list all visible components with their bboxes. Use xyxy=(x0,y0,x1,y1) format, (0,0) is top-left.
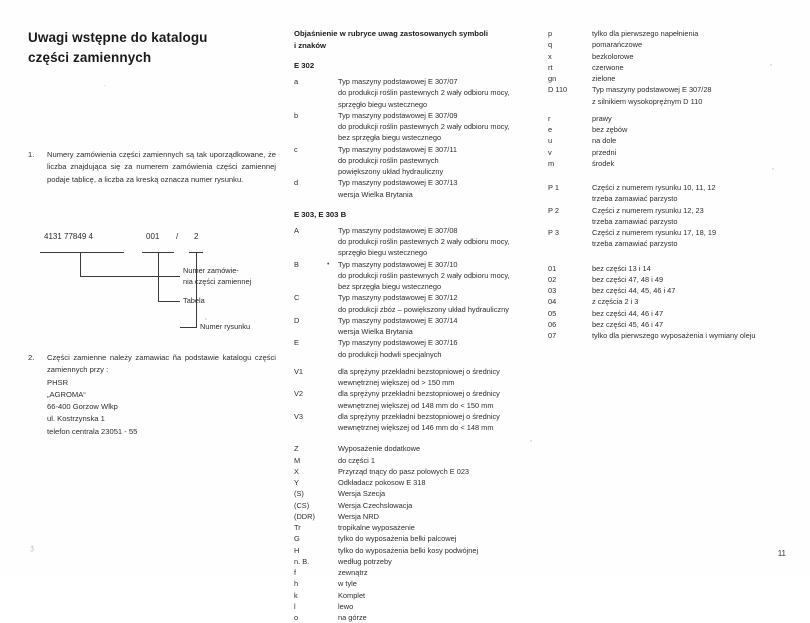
symbols-heading xyxy=(294,28,536,51)
p-entry xyxy=(548,205,794,228)
entry-value: Części z numerem rysunku 10, 11, 12 trzeba zamawiać parzysto xyxy=(592,183,716,204)
entry-value: Typ maszyny podstawowej E 307/13 wersja Wielka Brytania xyxy=(338,178,458,199)
symbol-entry xyxy=(294,601,536,612)
page-number: 11 xyxy=(777,549,786,558)
note-1-marker: 1. xyxy=(28,150,35,160)
entry-key: V2 xyxy=(294,389,304,399)
entry-value: w tyle xyxy=(338,579,357,589)
section-heading-e303: E 303, E 303 B xyxy=(294,209,347,219)
diagram-number-group-3: 2 xyxy=(194,232,199,241)
scan-speck xyxy=(205,318,207,320)
symbol-entry xyxy=(294,556,536,567)
entry-value: tropikalne wyposażenie xyxy=(338,523,415,533)
entry-key: A xyxy=(294,225,299,235)
entry-key: P 1 xyxy=(548,183,559,192)
right-entry xyxy=(548,158,794,169)
entry-key: D xyxy=(294,315,300,325)
symbol-entry xyxy=(294,612,536,623)
entry-value: na górze xyxy=(338,613,367,623)
symbol-entry-list xyxy=(294,443,536,623)
order-number-diagram xyxy=(28,232,278,344)
entry-key: (S) xyxy=(294,489,304,499)
entry-key: X xyxy=(294,466,299,476)
entry-key: Z xyxy=(294,444,299,454)
entry-value: Części z numerem rysunku 12, 23 trzeba zamawiać parzysto xyxy=(592,205,704,226)
e303-entry xyxy=(294,292,536,315)
symbol-entry xyxy=(294,477,536,488)
right-entry xyxy=(548,73,794,84)
entry-value: Wersja NRD xyxy=(338,511,379,521)
entry-value: Typ maszyny podstawowej E 307/16 do produkcji hodwli specjalnych xyxy=(338,338,458,359)
entry-key: l xyxy=(294,601,296,611)
symbol-entry xyxy=(294,455,536,466)
entry-value: Typ maszyny podstawowej E 307/08 do produkcji roślin pastewnych 2 wały odbioru mocy, sprzęgło biegu wstecznego xyxy=(338,225,510,258)
corner-scan-mark: ʒ xyxy=(30,545,34,552)
e302-entry xyxy=(294,76,536,110)
entry-value: Przyrząd tnący do pasz polowych E 023 xyxy=(338,466,470,476)
entry-key: o xyxy=(294,613,299,623)
entry-bullet-dot: • xyxy=(327,260,330,268)
entry-value: bez części 47, 48 i 49 xyxy=(592,274,664,284)
note-item-2 xyxy=(28,352,276,377)
entry-key: h xyxy=(294,579,299,589)
p-entry-list xyxy=(548,182,794,250)
e302-entry xyxy=(294,177,536,200)
entry-value: do części 1 xyxy=(338,455,375,465)
entry-key: k xyxy=(294,590,298,600)
right-top-entry-list xyxy=(548,28,794,169)
p-entry xyxy=(548,182,794,205)
numbered-entry xyxy=(548,285,794,296)
symbol-entry xyxy=(294,533,536,544)
entry-key: E xyxy=(294,338,299,348)
entry-value: Typ maszyny podstawowej E 307/28 z silnikiem wysokoprężnym D 110 xyxy=(592,85,712,106)
entry-value: tylko dla pierwszego napełnienia xyxy=(592,29,699,38)
entry-value: tylko do wyposażenia belki palcowej xyxy=(338,534,457,544)
e303-entry-list xyxy=(294,225,536,434)
diagram-label-1-line-1: Numer zamówie- xyxy=(183,266,239,275)
address-line: PHSR xyxy=(47,377,69,387)
entry-key: n. B. xyxy=(294,556,310,566)
left-column xyxy=(28,28,276,186)
address-line: ul. Kostrzynska 1 xyxy=(47,414,105,424)
entry-key: M xyxy=(294,455,301,465)
right-entry xyxy=(548,39,794,50)
page-title xyxy=(28,28,276,67)
diagram-label-drawing-number: Numer rysunku xyxy=(200,322,251,331)
page-title-line-1: Uwagi wstępne do katalogu xyxy=(28,30,208,45)
entry-key: p xyxy=(548,29,553,38)
note-2-marker: 2. xyxy=(28,353,35,362)
e303-entry xyxy=(294,259,536,293)
page-title-line-2: części zamiennych xyxy=(28,49,152,65)
entry-key: e xyxy=(548,125,553,134)
entry-value: dla sprężyny przekładni bezstopniowej o średnicy wewnętrznej większej od > 150 mm xyxy=(338,366,500,388)
entry-key: P 2 xyxy=(548,205,559,215)
diagram-label-1-line-2: nia części zamiennej xyxy=(183,277,252,287)
entry-key: u xyxy=(548,136,553,146)
entry-value: Odkładacz pokosow E 318 xyxy=(338,478,426,488)
e303-entry xyxy=(294,315,536,338)
entry-value: Wersja Czechslowacja xyxy=(338,500,413,510)
entry-key: G xyxy=(294,534,300,544)
right-entry xyxy=(548,113,794,124)
entry-key: c xyxy=(294,144,298,154)
diagram-leader-3-vertical xyxy=(196,252,197,327)
right-entry xyxy=(548,28,794,39)
entry-value: Typ maszyny podstawowej E 307/11 do produkcji roślin pastewnych powiększony układ hydrauliczny xyxy=(338,144,457,177)
numbered-entry xyxy=(548,308,794,319)
diagram-number-group-1: 4131 77849 4 xyxy=(44,232,93,241)
entry-key: gn xyxy=(548,74,557,83)
symbol-entry xyxy=(294,443,536,454)
entry-key: 07 xyxy=(548,331,557,340)
scan-speck xyxy=(770,64,772,66)
entry-value: środek xyxy=(592,158,615,168)
numbered-entry xyxy=(548,274,794,285)
diagram-label-order-number xyxy=(183,265,251,287)
right-column xyxy=(548,28,794,341)
entry-value: dla sprężyny przekładni bezstopniowej o średnicy wewnętrznej większej od 148 mm do < 150 mm xyxy=(338,389,500,410)
numbered-entry-list xyxy=(548,263,794,342)
middle-column xyxy=(294,28,536,623)
entry-value: według potrzeby xyxy=(338,556,392,566)
numbered-entry xyxy=(548,263,794,274)
entry-value: Typ maszyny podstawowej E 307/09 do produkcji roślin pastewnych 2 wały odbioru mocy, bez sprzęgła biegu wstecznego xyxy=(338,110,510,143)
entry-value: zielone xyxy=(592,74,616,83)
address-line: „AGROMA“ xyxy=(47,389,86,399)
entry-key: v xyxy=(548,147,552,157)
entry-value: czerwone xyxy=(592,62,624,72)
diagram-leader-1-horizontal xyxy=(80,276,180,277)
entry-value: bez zębów xyxy=(592,125,628,134)
symbols-heading-line-2: i znaków xyxy=(294,40,327,50)
supplier-address xyxy=(28,377,276,438)
entry-key: r xyxy=(548,113,551,123)
entry-key: 01 xyxy=(548,263,557,273)
e303-entry xyxy=(294,366,536,389)
entry-key: (CS) xyxy=(294,500,310,510)
entry-value: Wersja Szecja xyxy=(338,489,386,499)
entry-key: a xyxy=(294,77,299,87)
note-item-2-block xyxy=(28,352,276,438)
entry-key: rt xyxy=(548,62,553,72)
right-entry xyxy=(548,62,794,73)
p-entry xyxy=(548,227,794,250)
entry-value: Części z numerem rysunku 17, 18, 19 trzeba zamawiać parzysto xyxy=(592,228,717,249)
address-line: telefon centrala 23051 - 55 xyxy=(47,426,138,436)
entry-value: przedni xyxy=(592,147,617,157)
diagram-leader-3-horizontal xyxy=(180,327,197,328)
e302-entry-list xyxy=(294,76,536,200)
entry-value: zewnątrz xyxy=(338,568,368,578)
entry-key: C xyxy=(294,293,300,303)
symbol-entry xyxy=(294,522,536,533)
entry-key: V1 xyxy=(294,366,304,376)
entry-key: d xyxy=(294,178,299,188)
section-heading-e302: E 302 xyxy=(294,61,315,71)
note-1-text: Numery zamówienia części zamiennych są tak uporządkowane, że liczba znajdująca się za numerem zamówienia części zamiennej podaje tablicę, a liczba za kreską oznacza numer rysunku. xyxy=(47,150,276,184)
entry-value: Typ maszyny podstawowej E 307/14 wersja Wielka Brytania xyxy=(338,315,458,337)
entry-key: V3 xyxy=(294,411,304,421)
right-entry xyxy=(548,84,794,107)
address-line: 66-400 Gorzow Wlkp xyxy=(47,402,118,412)
note-2-text: Części zamienne należy zamawiac ña podstawie katalogu części zamiennych przy : xyxy=(47,353,276,375)
entry-key: B xyxy=(294,259,299,269)
diagram-leader-1-vertical xyxy=(80,252,81,276)
entry-key: Y xyxy=(294,478,299,488)
entry-value: dla sprężyny przekładni bezstopniowej o średnicy wewnętrznej większej od 146 mm do < 148 mm xyxy=(338,411,500,433)
note-item-1 xyxy=(28,149,276,186)
e303-entry xyxy=(294,411,536,434)
entry-value: pomarańczowe xyxy=(592,40,643,50)
scan-artifact-mark: . xyxy=(104,82,106,88)
entry-key: 06 xyxy=(548,319,557,329)
entry-value: tylko dla pierwszego wyposażenia i wymiany oleju xyxy=(592,331,756,340)
e302-entry xyxy=(294,110,536,144)
entry-key: b xyxy=(294,110,299,120)
entry-key: D 110 xyxy=(548,85,568,95)
right-entry xyxy=(548,135,794,146)
entry-key: 04 xyxy=(548,297,557,307)
symbols-heading-line-1: Objaśnienie w rubryce uwag zastosowanych symboli xyxy=(294,29,488,38)
entry-value: Typ maszyny podstawowej E 307/10 do produkcji roślin pastewnych 2 wały odbioru mocy, bez sprzęgła biegu wstecznego xyxy=(338,259,510,292)
symbol-entry xyxy=(294,545,536,556)
entry-key: 03 xyxy=(548,286,557,295)
symbol-entry xyxy=(294,578,536,589)
diagram-slash: / xyxy=(176,232,179,241)
diagram-leader-2-vertical xyxy=(158,252,159,301)
entry-key: q xyxy=(548,40,553,50)
scan-speck xyxy=(772,168,774,170)
entry-value: tylko do wyposażenia belki kosy podwójnej xyxy=(338,545,479,555)
numbered-entry xyxy=(548,296,794,307)
symbol-entry xyxy=(294,511,536,522)
entry-key: m xyxy=(548,158,555,168)
entry-key: f xyxy=(294,568,297,578)
entry-value: z częścia 2 i 3 xyxy=(592,297,639,307)
entry-key: (DDR) xyxy=(294,511,315,521)
e302-entry xyxy=(294,144,536,178)
e303-entry xyxy=(294,337,536,360)
entry-value: bez części 44, 45, 46 i 47 xyxy=(592,286,676,295)
diagram-number-group-2: 001 xyxy=(146,232,160,241)
diagram-label-table: Tabela xyxy=(183,296,205,305)
entry-key: 02 xyxy=(548,274,557,284)
entry-key: P 3 xyxy=(548,228,559,237)
entry-key: H xyxy=(294,545,300,555)
entry-value: Komplet xyxy=(338,590,366,600)
entry-value: Wyposażenie dodatkowe xyxy=(338,444,421,454)
entry-value: Typ maszyny podstawowej E 307/07 do produkcji roślin pastewnych 2 wały odbioru mocy, sprzęgło biegu wstecznego xyxy=(338,77,510,109)
numbered-entry xyxy=(548,319,794,330)
symbol-entry xyxy=(294,500,536,511)
symbol-entry xyxy=(294,590,536,601)
scan-speck xyxy=(530,440,532,442)
symbol-entry xyxy=(294,466,536,477)
entry-value: bez części 45, 46 i 47 xyxy=(592,319,664,329)
entry-value: lewo xyxy=(338,601,354,611)
diagram-underline-1 xyxy=(40,252,124,253)
entry-value: bez części 44, 46 i 47 xyxy=(592,308,664,318)
entry-value: bezkolorowe xyxy=(592,51,634,61)
right-entry xyxy=(548,147,794,158)
right-entry xyxy=(548,124,794,135)
entry-key: x xyxy=(548,51,552,61)
entry-value: prawy xyxy=(592,113,612,123)
numbered-entry xyxy=(548,330,794,341)
e303-entry xyxy=(294,388,536,411)
entry-value: na dole xyxy=(592,136,617,146)
symbol-entry xyxy=(294,567,536,578)
diagram-leader-2-horizontal xyxy=(158,301,180,302)
entry-key: 05 xyxy=(548,308,557,318)
entry-key: Tr xyxy=(294,523,301,533)
symbol-entry xyxy=(294,488,536,499)
e303-entry xyxy=(294,225,536,259)
entry-value: Typ maszyny podstawowej E 307/12 do produkcji zbóz – powiększony układ hydrauliczny xyxy=(338,293,509,314)
right-entry xyxy=(548,51,794,62)
entry-value: bez części 13 i 14 xyxy=(592,263,651,273)
